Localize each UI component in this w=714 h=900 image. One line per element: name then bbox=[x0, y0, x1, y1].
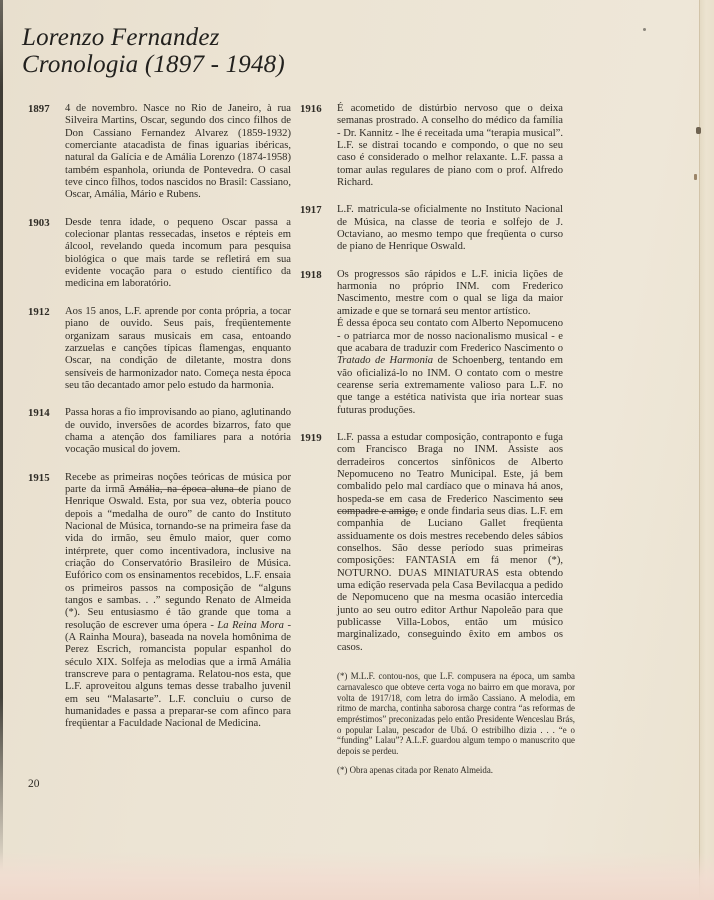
chronology-entry bbox=[300, 269, 563, 417]
entry-year: 1912 bbox=[28, 305, 50, 318]
title-line-2: Cronologia (1897 - 1948) bbox=[22, 51, 285, 78]
paragraph bbox=[337, 432, 563, 654]
text-run: Aos 15 anos, L.F. aprende por conta própria, a tocar piano de ouvido. Seus pais, freqüentemente organizam saraus musicais em casa, entoando zarzuelas e canções típicas flamengas, enquanto Oscar, na condição de diletante, mostra dons sensíveis de harmonizador nato. Começa nesta época seu tão decantado amor pelo estudo da harmonia. bbox=[65, 305, 291, 391]
footnote: (*) Obra apenas citada por Renato Almeida. bbox=[337, 764, 493, 775]
scan-speck bbox=[696, 127, 701, 134]
entry-year: 1914 bbox=[28, 407, 50, 420]
entry-text bbox=[337, 269, 563, 417]
text-run: Os progressos são rápidos e L.F. inicia lições de harmonia no próprio INM. com Frederico Nascimento, mestre com o qual se liga da maior amizade e que se tornará seu mentor artístico. bbox=[337, 268, 563, 317]
text-run: Passa horas a fio improvisando ao piano, aglutinando de ouvido, inversões de acordes bizarros, fato que chama a atenção dos familiares para a notória vocação musical do jovem. bbox=[65, 407, 291, 456]
text-run: de Schoenberg, tentando em vão oficializá-lo no INM. O contato com o mestre cearense seria extremamente valioso para L.F. no que tange a estética nativista que iria nortear suas futuras produções. bbox=[337, 355, 563, 416]
text-run: Recebe as primeiras noções teóricas de música por parte da irmã bbox=[65, 471, 291, 495]
entry-text bbox=[337, 204, 563, 253]
entry-year: 1917 bbox=[300, 204, 322, 217]
entry-year: 1915 bbox=[28, 471, 50, 484]
italic-text: La Reina Mora bbox=[217, 619, 284, 631]
entry-text bbox=[337, 432, 563, 654]
text-run: 4 de novembro. Nasce no Rio de Janeiro, à rua Silveira Martins, Oscar, segundo dos cinco filhos de Don Cassiano Fernandez Alvarez (1859-1932) comerciante atacadista de finas iguarias ibéricas, natural da Galícia e de Amália Lorenzo (1874-1958) também espanhola, oriunda de Pontevedra. O casal teve cinco filhos, todos nascidos no Brasil: Cassiano, Oscar, Amália, Mário e Rubens. bbox=[65, 103, 291, 201]
paragraph bbox=[65, 103, 291, 202]
entry-year: 1919 bbox=[300, 431, 322, 444]
chronology-entry bbox=[300, 103, 563, 189]
scan-speck bbox=[643, 28, 646, 31]
footnotes bbox=[337, 671, 575, 775]
text-run: É dessa época seu contato com Alberto Nepomuceno - o patriarca mor de nosso nacionalismo musical - e que acabara de traduzir com Frederico Nascimento o bbox=[337, 318, 563, 354]
chronology-entry bbox=[28, 103, 291, 202]
entry-text bbox=[65, 217, 291, 291]
entry-text bbox=[65, 407, 291, 456]
entry-year: 1897 bbox=[28, 103, 50, 115]
paragraph bbox=[65, 306, 291, 392]
entry-text bbox=[337, 103, 563, 189]
paragraph bbox=[337, 318, 563, 417]
page-right-crease bbox=[699, 0, 714, 900]
entry-text bbox=[65, 306, 291, 392]
entry-text bbox=[65, 472, 291, 731]
pen-marked-text: Amália, na época aluna de bbox=[128, 483, 249, 495]
text-run: e onde findaria seus dias. L.F. em companhia de Luciano Gallet freqüenta assiduamente os dois mestres recebendo deles sábios conselhos. São desse período suas primeiras composições: FANTASIA em fá menor (*), NOTURNO. DUAS MINIATURAS esta obtendo uma edição reservada pela Casa Bevilacqua a pedido de Nepomuceno que na mesma ocasião intercedia junto ao seu outro editor Arthur Napoleão para que publicasse Villa-Lobos, então um músico marginalizado, conseguindo êxito em ambos os casos. bbox=[337, 505, 563, 653]
right-column-entries bbox=[300, 103, 563, 654]
paragraph bbox=[337, 103, 563, 189]
text-run: L.F. matricula-se oficialmente no Instituto Nacional de Música, na classe de teoria e solfejo de J. Octaviano, ao mesmo tempo que freqüenta o curso de piano de Henrique Oswald. bbox=[337, 204, 563, 253]
page-bottom-edge bbox=[0, 852, 714, 900]
right-column bbox=[300, 103, 575, 783]
paragraph bbox=[337, 269, 563, 318]
chronology-entry bbox=[28, 407, 291, 456]
text-run: É acometido de distúrbio nervoso que o deixa semanas prostrado. A conselho do médico da família - Dr. Kannitz - lhe é receitada uma “terapia musical”. L.F. se distrai tocando e compondo, o que no seu caso é considerado o melhor relaxante. L.F. passa a tomar aulas regulares de piano com o prof. Alfredo Richard. bbox=[337, 103, 563, 189]
chronology-entry bbox=[28, 306, 291, 392]
text-run: L.F. passa a estudar composição, contraponto e fuga com Francisco Braga no INM. Assiste aos derradeiros concertos sinfônicos de Alberto Nepomuceno no Teatro Municipal. Este, já bem combalido pelo mal cardíaco que o minava há anos, hospeda-se em casa de Frederico Nascimento bbox=[337, 431, 563, 505]
text-run: piano de Henrique Oswald. Esta, por sua vez, obteria pouco depois a “medalha de ouro” de canto do Instituto Nacional de Música, tornando-se na primeira fase da vida do irmão, seu êmulo maior, quer como intérprete, quer como incentivadora, inclusive na criação do Conservatório Brasileiro de Música. Eufórico com os ensinamentos recebidos, L.F. ensaia os primeiros passos na composição de “alguns tangos e sambas. . .” segundo Renato de Almeida (*). Seu entusiasmo é tão grande que toma a resolução de escrever uma ópera - bbox=[65, 483, 292, 631]
entry-text bbox=[65, 103, 291, 202]
chronology-entry bbox=[28, 217, 291, 291]
entry-year: 1903 bbox=[28, 216, 50, 229]
footnote: (*) M.L.F. contou-nos, que L.F. compusera na época, um samba carnavalesco que obteve certa voga no bairro em que morava, por volta de 1917/18, com letra do irmão Cassiano. A melodia, em ritmo de marcha, continha saborosa charge contra “as reformas de empréstimos” preconizadas pelo então Presidente Wenceslau Brás, o popular Lalau, pescador de Ubá. O estribilho dizia . . . “e o “funding” Lalau”? A.L.F. guardou algum tempo o manuscrito que depois se perdeu. bbox=[337, 671, 575, 757]
pen-marked-text: seu compadre e amigo, bbox=[337, 493, 563, 517]
entry-year: 1916 bbox=[300, 103, 322, 115]
text-run: - (A Rainha Moura), baseada na novela homônima de Perez Escrich, romancista popular espanhol do século XIX. Solfeja as melodias que a irmã Amália transcreve para o pentagrama. Relatou-nos esta, que L.F. aproveitou alguns temas desse trabalho juvenil em seu “Malasarte”. L.F. concluiu o curso de humanidades e passa a preparar-se com afinco para freqüentar a Faculdade Nacional de Medicina. bbox=[65, 619, 291, 730]
paragraph bbox=[65, 217, 291, 291]
page-number: 20 bbox=[28, 778, 40, 790]
italic-text: Tratado de Harmonia bbox=[337, 355, 434, 367]
title-line-1: Lorenzo Fernandez bbox=[22, 24, 220, 51]
scan-speck bbox=[694, 174, 697, 180]
chronology-entry bbox=[300, 432, 563, 654]
paragraph bbox=[65, 407, 291, 456]
page-title bbox=[22, 24, 285, 78]
text-run: Desde tenra idade, o pequeno Oscar passa a colecionar plantas ressecadas, insetos e répteis em álcool, revelando queda incomum para pesquisa biológica o que mais tarde se refletirá em sua evidente vocação para o estudo científico da medicina em laboratório. bbox=[65, 216, 291, 290]
left-column bbox=[28, 103, 291, 746]
paragraph bbox=[65, 472, 291, 731]
page-left-edge-shadow bbox=[0, 0, 3, 872]
chronology-entry bbox=[28, 472, 291, 731]
chronology-entry bbox=[300, 204, 563, 253]
paragraph bbox=[337, 204, 563, 253]
entry-year: 1918 bbox=[300, 268, 322, 281]
